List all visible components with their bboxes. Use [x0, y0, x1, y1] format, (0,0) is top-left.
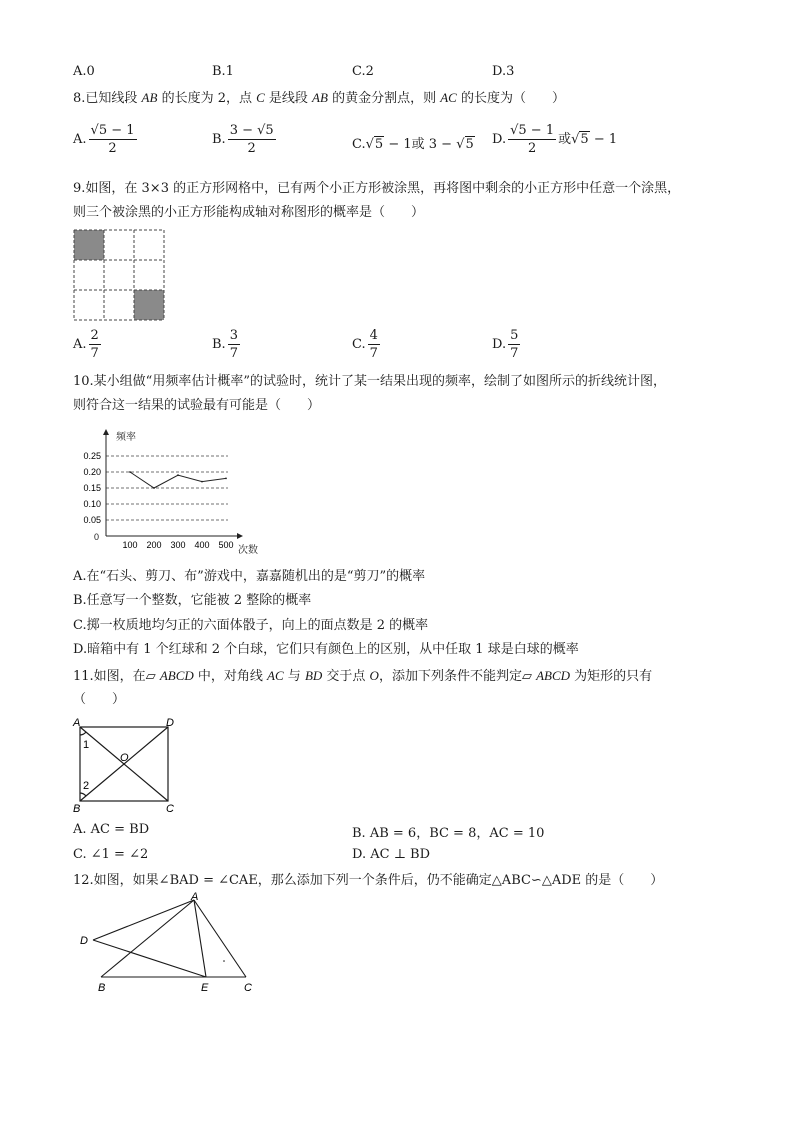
q12-triangle-figure [76, 892, 266, 997]
x-tick-label: 200 [146, 540, 162, 550]
q11-option-d: D. AC ⊥ BD [352, 847, 431, 862]
q7-option-d: D.3 [492, 64, 515, 79]
q9-option-c: C. $\frac{4}{7}$ [352, 328, 378, 361]
q11-angle-1: 1 [83, 739, 90, 751]
q8-option-d: D. $\frac{√5 - 1}{2}$ 或√5 − 1 [492, 123, 618, 156]
q10-stem-line2: 则符合这一结果的试验最有可能是（ ） [73, 398, 321, 413]
q10-stem-line1: 10.某小组做“用频率估计概率”的试验时，统计了某一结果出现的频率，绘制了如图所示的折线统计图， [73, 374, 666, 389]
q12-label-c: C [244, 982, 252, 994]
q11-stem-line2: （ ） [73, 692, 126, 707]
q9-stem-line1: 9.如图，在 3×3 的正方形网格中，已有两个小正方形被涂黑，再将图中剩余的小正方形中任意一个涂黑， [73, 181, 681, 196]
x-tick-label: 500 [218, 540, 234, 550]
q12-label-e: E [201, 982, 209, 994]
data-point [129, 471, 131, 473]
q7-option-c: C.2 [352, 64, 374, 79]
y-tick-label: 0.25 [83, 451, 101, 461]
q11-option-c: C. ∠1 = ∠2 [73, 847, 149, 862]
x-tick-label: 300 [170, 540, 186, 550]
shaded-cell-2 [134, 290, 164, 320]
q8-option-a: A. $\frac{√5 - 1}{2}$ [73, 123, 135, 156]
origin-label: 0 [94, 532, 100, 542]
q11-label-d: D [166, 717, 174, 729]
q7-option-b: B.1 [212, 64, 234, 79]
q9-option-b: B. $\frac{3}{7}$ [212, 328, 238, 361]
data-point [153, 487, 155, 489]
q11-label-c: C [166, 803, 174, 815]
q10-option-a: A.在“石头、剪刀、布”游戏中，嘉嘉随机出的是“剪刀”的概率 [73, 569, 426, 584]
q9-option-d: D. $\frac{5}{7}$ [492, 328, 519, 361]
y-tick-label: 0.10 [83, 499, 101, 509]
q11-option-a: A. AC = BD [73, 822, 150, 837]
q11-label-b: B [73, 803, 81, 815]
y-tick-label: 0.05 [83, 515, 101, 525]
data-point [201, 481, 203, 483]
q11-label-o: O [120, 752, 129, 764]
q8-stem: 8.已知线段 AB 的长度为 2，点 C 是线段 AB 的黄金分割点，则 AC 的长度为（ ） [73, 90, 565, 106]
q9-grid-figure [73, 229, 165, 321]
q9-option-a: A. $\frac{2}{7}$ [73, 328, 99, 361]
y-tick-label: 0.20 [83, 467, 101, 477]
q10-option-c: C.掷一枚质地均匀正的六面体骰子，向上的面点数是 2 的概率 [73, 618, 429, 633]
shaded-cell-1 [74, 230, 104, 260]
q8-option-b: B. $\frac{3 - √5}{2}$ [212, 123, 274, 156]
q12-label-a: A [191, 892, 199, 903]
y-tick-label: 0.15 [83, 483, 101, 493]
data-point [225, 478, 227, 480]
data-point [177, 474, 179, 476]
q7-option-a: A.0 [73, 64, 95, 79]
q10-option-b: B.任意写一个整数，它能被 2 整除的概率 [73, 593, 312, 608]
q11-rectangle-figure [70, 713, 185, 816]
x-axis-label: 次数 [238, 545, 258, 556]
q11-option-b: B. AB = 6，BC = 8，AC = 10 [352, 826, 545, 841]
q12-stem: 12.如图，如果∠BAD = ∠CAE，那么添加下列一个条件后，仍不能确定△ABC∽△ADE 的是（ ） [73, 873, 664, 888]
q12-label-b: B [98, 982, 106, 994]
q11-angle-2: 2 [83, 780, 90, 792]
q12-label-d: D [80, 935, 88, 947]
q11-stem-line1: 11.如图，在▱ ABCD 中，对角线 AC 与 BD 交于点 O，添加下列条件不能判定▱ ABCD 为矩形的只有 [73, 668, 653, 684]
q11-label-a: A [73, 717, 81, 729]
y-axis-label: 频率 [116, 432, 136, 443]
x-tick-label: 100 [122, 540, 138, 550]
q8-option-c: C.√5 − 1或 3 − √5 [352, 137, 474, 152]
x-tick-label: 400 [194, 540, 210, 550]
q10-line-chart [68, 426, 268, 561]
q10-option-d: D.暗箱中有 1 个红球和 2 个白球，它们只有颜色上的区别，从中任取 1 球是白球的概率 [73, 642, 579, 657]
q9-stem-line2: 则三个被涂黑的小正方形能构成轴对称图形的概率是（ ） [73, 205, 425, 220]
